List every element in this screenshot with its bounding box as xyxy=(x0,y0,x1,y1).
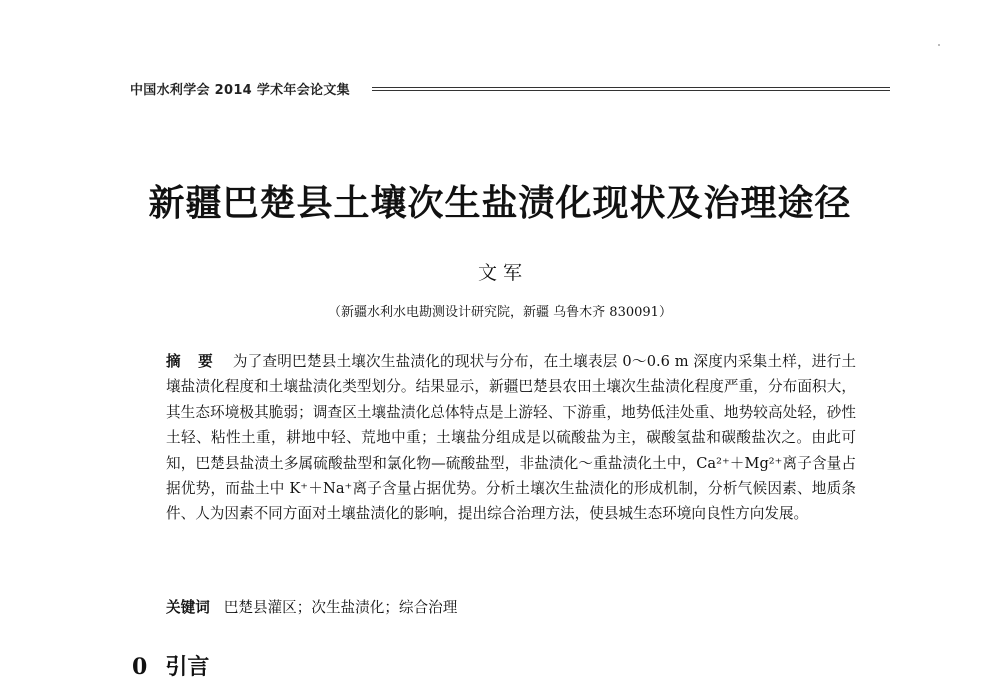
running-header: 中国水利学会 2014 学术年会论文集 xyxy=(130,83,350,98)
keywords-line xyxy=(166,596,856,617)
header-rule-bottom xyxy=(372,90,890,91)
abstract-paragraph xyxy=(166,349,856,527)
section-title: 引言 xyxy=(165,654,210,680)
scan-artifact-dot xyxy=(938,44,940,46)
section-number: 0 xyxy=(132,654,148,680)
keywords-label: 关键词 xyxy=(166,599,210,616)
paper-affiliation: （新疆水利水电勘测设计研究院，新疆 乌鲁木齐 830091） xyxy=(328,305,672,320)
paper-title: 新疆巴楚县土壤次生盐渍化现状及治理途径 xyxy=(148,182,852,224)
header-rule-top xyxy=(372,87,890,88)
abstract-text: 为了查明巴楚县土壤次生盐渍化的现状与分布，在土壤表层 0～0.6 m 深度内采集土样，进行土壤盐渍化程度和土壤盐渍化类型划分。结果显示，新疆巴楚县农田土壤次生盐渍化程度严重，分布面积大，其生态环境极其脆弱；调查区土壤盐渍化总体特点是上游轻、下游重，地势低洼处重、地势较高处轻，砂性土轻、粘性土重，耕地中轻、荒地中重；土壤盐分组成是以硫酸盐为主，碳酸氢盐和碳酸盐次之。由此可知，巴楚县盐渍土多属硫酸盐型和氯化物—硫酸盐型，非盐渍化～重盐渍化土中，Ca²⁺＋Mg²⁺离子含量占据优势，而盐土中 K⁺＋Na⁺离子含量占据优势。分析土壤次生盐渍化的形成机制，分析气候因素、地质条件、人为因素不同方面对土壤盐渍化的影响，提出综合治理方法，使县城生态环境向良性方向发展。 xyxy=(166,353,856,523)
abstract-label: 摘 要 xyxy=(166,353,219,370)
section-heading xyxy=(132,650,209,681)
abstract-block xyxy=(166,349,856,527)
paper-author: 文 军 xyxy=(477,262,523,284)
keywords-text: 巴楚县灌区；次生盐渍化；综合治理 xyxy=(223,599,458,616)
